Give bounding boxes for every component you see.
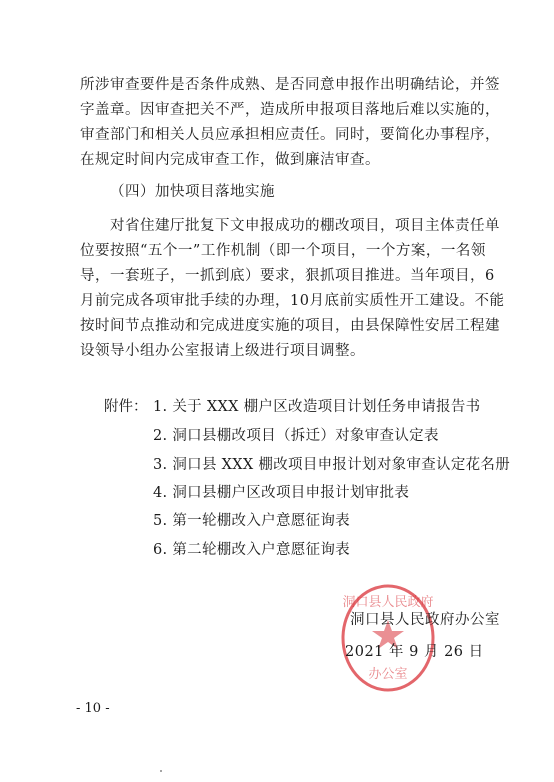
text-line: 位要按照“五个一”工作机制（即一个项目，一个方案，一名领: [80, 243, 486, 259]
seal-text-bottom: 办公室: [368, 667, 408, 682]
text-line: 所涉审查要件是否条件成熟、是否同意申报作出明确结论，并签: [80, 77, 500, 93]
text-line: 对省住建厅批复下文申报成功的棚改项目，项目主体责任单: [110, 218, 500, 234]
attachments-label: 附件：: [104, 399, 148, 415]
text-line: 月前完成各项审批手续的办理，10月底前实质性开工建设。不能: [80, 293, 505, 309]
attachment-item: 3. 洞口县 XXX 棚改项目申报计划对象审查认定花名册: [153, 457, 511, 473]
paragraph-project-implementation: [80, 214, 505, 364]
text-line: 在规定时间内完成审查工作，做到廉洁审查。: [80, 152, 380, 168]
issue-date: 2021 年 9 月 26 日: [345, 644, 484, 660]
text-line: 导，一套班子，一抓到底）要求，狠抓项目推进。当年项目，6: [80, 268, 495, 284]
attachment-item: 6. 第二轮棚改入户意愿征询表: [153, 542, 350, 558]
official-seal: [338, 580, 438, 696]
section-heading: （四）加快项目落地实施: [110, 184, 275, 200]
text-line: 按时间节点推动和完成进度实施的项目，由县保障性安居工程建: [80, 318, 500, 334]
text-line: 设领导小组办公室报请上级进行项目调整。: [80, 343, 365, 359]
page-number: - 10 -: [76, 701, 110, 716]
scan-speck: [160, 770, 162, 772]
seal-text-top: 洞口县人民政府: [342, 595, 434, 610]
attachment-item: 5. 第一轮棚改入户意愿征询表: [153, 513, 350, 529]
attachment-item: 4. 洞口县棚户区改项目申报计划审批表: [153, 485, 410, 501]
issuing-office: 洞口县人民政府办公室: [350, 612, 500, 628]
attachment-item: 1. 关于 XXX 棚户区改造项目计划任务申请报告书: [153, 399, 481, 415]
paragraph-review-responsibility: [80, 73, 500, 173]
attachment-item: 2. 洞口县棚改项目（拆迁）对象审查认定表: [153, 428, 439, 444]
text-line: 审查部门和相关人员应承担相应责任。同时，要简化办事程序，: [80, 127, 500, 143]
text-line: 字盖章。因审查把关不严，造成所申报项目落地后难以实施的，: [80, 102, 500, 118]
